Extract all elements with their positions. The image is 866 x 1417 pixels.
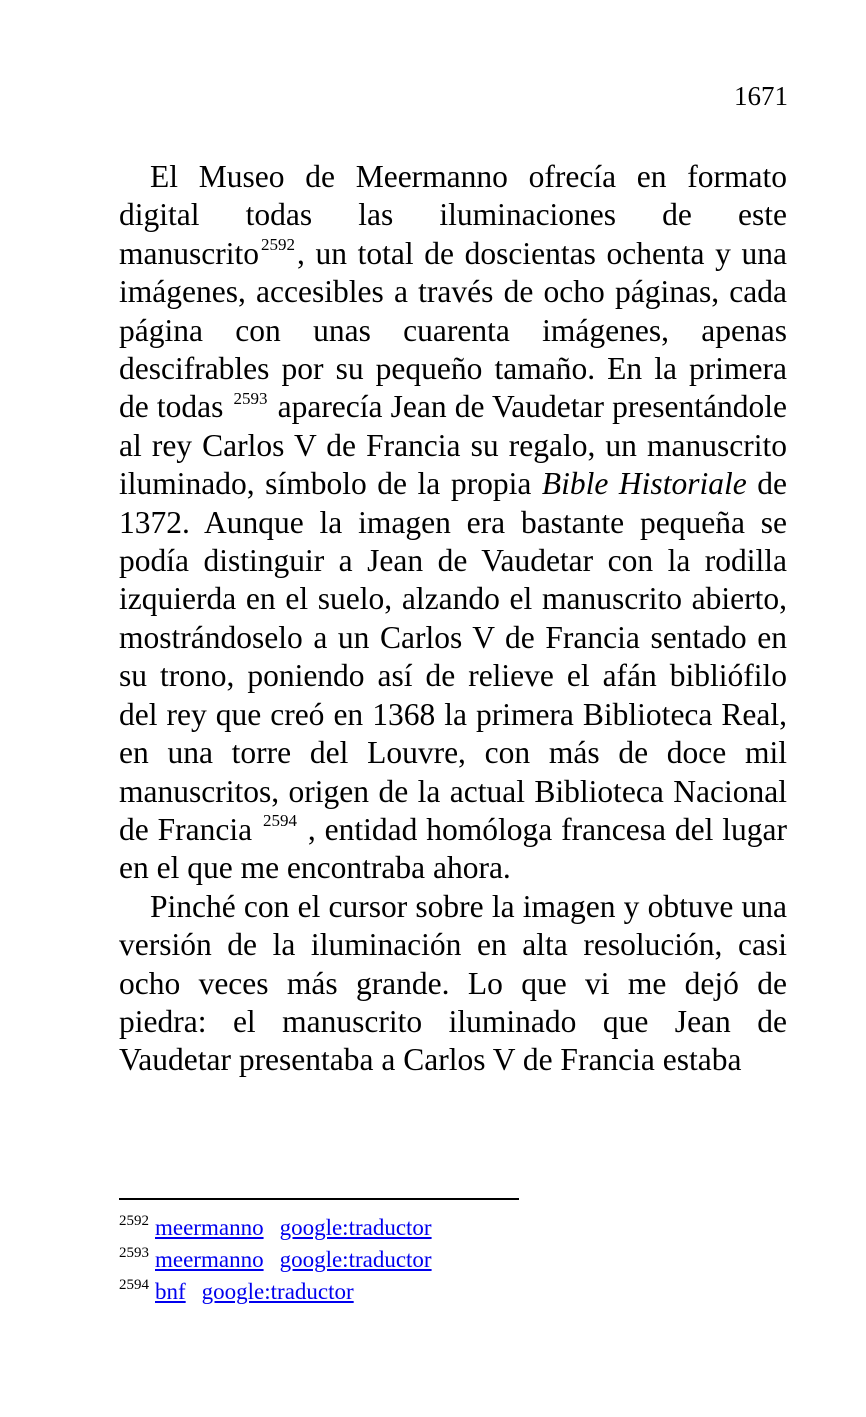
paragraph-2: Pinché con el cursor sobre la imagen y obtuve una versión de la iluminación en alta resolución, casi ocho veces más grande. Lo que vi me dejó de piedra: el manuscrito iluminado que Jean de Vaudetar presentaba a Carlos V de Francia estaba bbox=[119, 888, 787, 1078]
google-translator-link[interactable]: google:traductor bbox=[201, 1279, 354, 1304]
footnote-reference-2594: 2594 bbox=[262, 811, 297, 831]
paragraph-1-text-d: de 1372. Aunque la imagen era bastante pequeña se podía distinguir a Jean de Vaudetar con la rodilla izquierda en el suelo, alzando el manuscrito abierto, mostrándoselo a un Carlos V de Francia sentado en su trono, poniendo así de relieve el afán bibliófilo del rey que creó en 1368 la primera Biblioteca Real, en una torre del Louvre, con más de doce mil manuscritos, origen de la actual Biblioteca Nacional de Francia bbox=[119, 466, 787, 847]
footnote-separator bbox=[119, 1198, 519, 1200]
footnote-reference-2592: 2592 bbox=[260, 235, 295, 255]
paragraph-1 bbox=[119, 158, 787, 888]
bnf-link[interactable]: bnf bbox=[155, 1279, 186, 1304]
meermanno-link[interactable]: meermanno bbox=[155, 1215, 264, 1240]
meermanno-link[interactable]: meermanno bbox=[155, 1247, 264, 1272]
paragraph-1-text-a: El Museo de Meermanno ofrecía en formato digital todas las iluminaciones de este manuscrito bbox=[119, 159, 787, 271]
footnote-2594 bbox=[119, 1276, 787, 1308]
page-number: 1671 bbox=[734, 81, 788, 111]
book-title-italic: Bible Historiale bbox=[541, 466, 747, 502]
footnote-2592 bbox=[119, 1212, 787, 1244]
footnote-2593 bbox=[119, 1244, 787, 1276]
footnote-number: 2592 bbox=[119, 1213, 149, 1230]
body-text bbox=[119, 158, 787, 1080]
paragraph-1-text-e: , entidad homóloga francesa del lugar en el que me encontraba ahora. bbox=[119, 811, 787, 886]
paragraph-1-text-b: , un total de doscientas ochenta y una imágenes, accesibles a través de ocho páginas, cada página con unas cuarenta imágenes, apenas descifrables por su pequeño tamaño. En la primera de todas bbox=[119, 235, 787, 425]
footnote-number: 2593 bbox=[119, 1245, 149, 1262]
google-translator-link[interactable]: google:traductor bbox=[279, 1247, 432, 1272]
paragraph-1-text-c: aparecía Jean de Vaudetar presentándole al rey Carlos V de Francia su regalo, un manuscrito iluminado, símbolo de la propia bbox=[119, 389, 787, 502]
footnote-number: 2594 bbox=[119, 1277, 149, 1294]
google-translator-link[interactable]: google:traductor bbox=[279, 1215, 432, 1240]
footnotes bbox=[119, 1212, 787, 1308]
footnote-reference-2593: 2593 bbox=[233, 388, 268, 408]
